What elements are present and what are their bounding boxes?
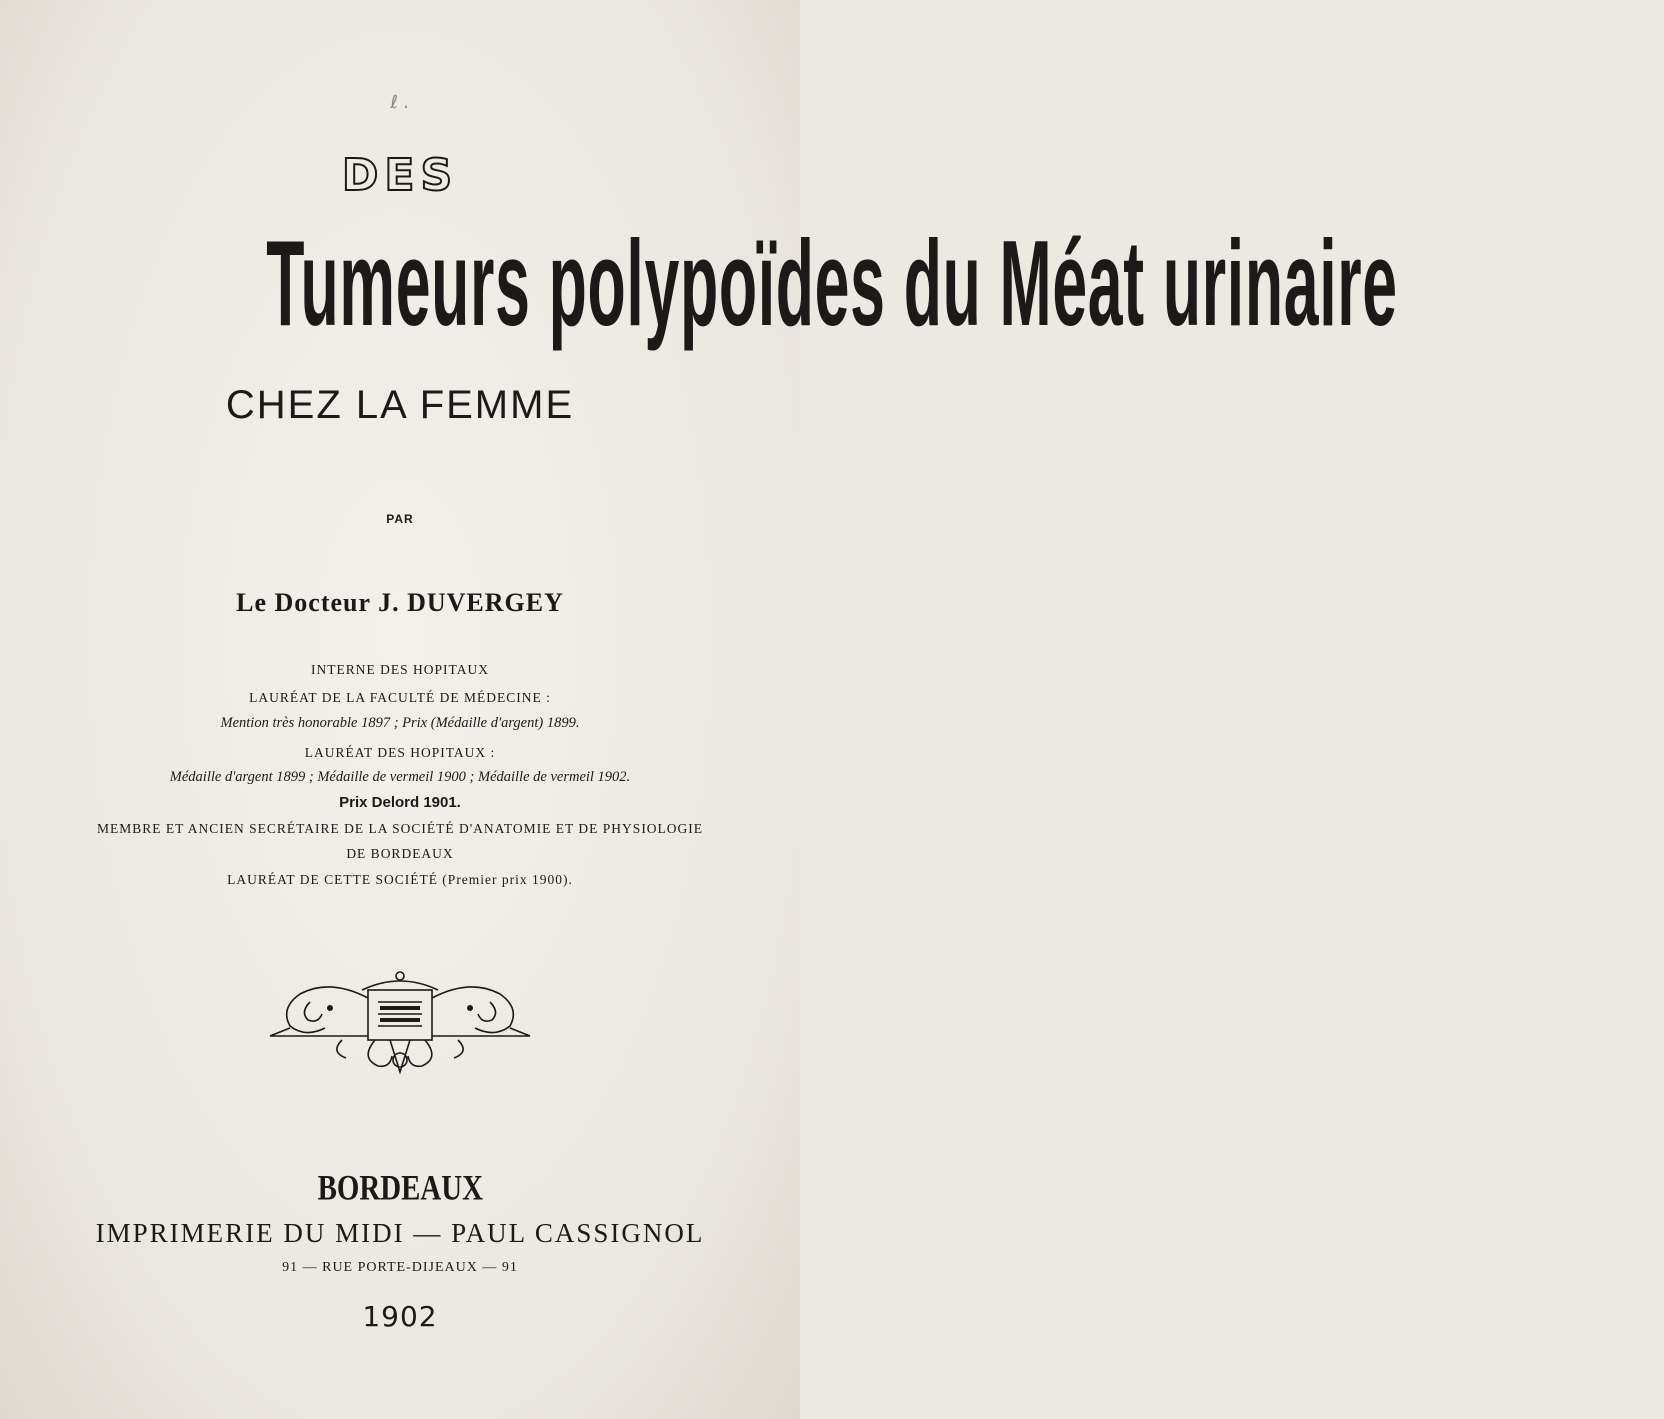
printer-emblem-icon (250, 968, 550, 1078)
credential-line: MEMBRE ET ANCIEN SECRÉTAIRE DE LA SOCIÉTÉ D'ANATOMIE ET DE PHYSIOLOGIE (96, 821, 704, 836)
author-name: Le Docteur J. DUVERGEY (236, 588, 564, 617)
imprint-year: 1902 (362, 1300, 438, 1333)
subtitle: CHEZ LA FEMME (225, 383, 575, 427)
imprint-printer: IMPRIMERIE DU MIDI — PAUL CASSIGNOL (95, 1218, 705, 1248)
by-label: PAR (386, 512, 414, 526)
main-title-text: Tumeurs polypoïdes du Méat urinaire (266, 216, 1398, 352)
credential-line: Mention très honorable 1897 ; Prix (Médaille d'argent) 1899. (220, 715, 580, 731)
main-title (0, 216, 1398, 352)
credential-line: INTERNE DES HOPITAUX (311, 662, 489, 677)
credential-line: LAURÉAT DE LA FACULTÉ DE MÉDECINE : (249, 690, 551, 705)
credential-line: LAURÉAT DE CETTE SOCIÉTÉ (Premier prix 1900). (227, 872, 573, 887)
credential-line: DE BORDEAUX (346, 846, 454, 861)
title-prefix: DES (341, 150, 459, 201)
pencil-mark: ℓ . (390, 92, 410, 113)
credential-line: Médaille d'argent 1899 ; Médaille de vermeil 1900 ; Médaille de vermeil 1902. (169, 769, 631, 785)
imprint-address: 91 — RUE PORTE-DIJEAUX — 91 (282, 1260, 518, 1275)
imprint-city-text: BORDEAUX (317, 1169, 483, 1208)
credential-line: LAURÉAT DES HOPITAUX : (304, 745, 496, 760)
imprint-city (0, 1170, 800, 1208)
credential-line: Prix Delord 1901. (339, 794, 461, 811)
